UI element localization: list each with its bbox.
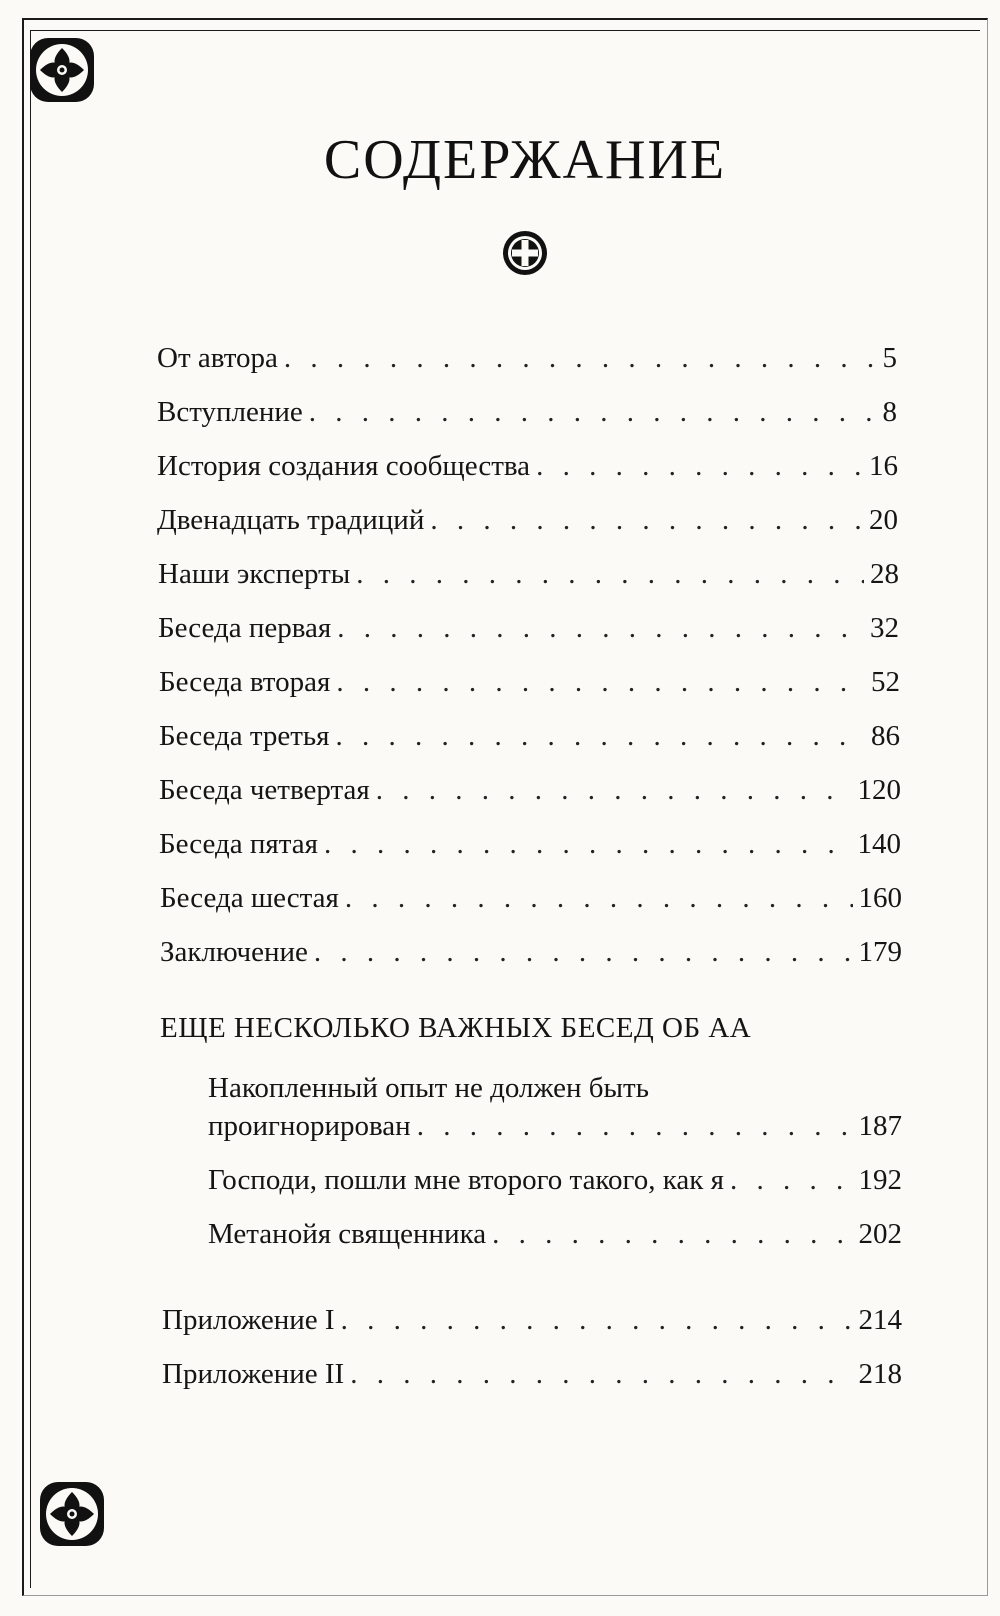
- toc-entry-label: Беседа третья: [159, 720, 330, 752]
- toc-entry-label: Беседа четвертая: [159, 774, 370, 806]
- toc-entry-label: Беседа вторая: [159, 666, 331, 698]
- toc-entry-page: 160: [858, 882, 902, 914]
- toc-entry[interactable]: [159, 664, 900, 700]
- dot-leader: [430, 502, 863, 538]
- toc-entry[interactable]: [157, 394, 897, 430]
- toc-entry[interactable]: [158, 556, 899, 592]
- toc-entry-page: 5: [882, 342, 897, 374]
- section-heading: ЕЩЕ НЕСКОЛЬКО ВАЖНЫХ БЕСЕД ОБ АА: [160, 1012, 752, 1044]
- dot-leader: [314, 934, 853, 970]
- toc-subentry[interactable]: [208, 1162, 902, 1198]
- toc-entry-label: проигнорирован: [208, 1110, 411, 1142]
- toc-entry-label-line1: Накопленный опыт не должен быть: [208, 1072, 649, 1104]
- dot-leader: [492, 1216, 852, 1252]
- dot-leader: [337, 610, 864, 646]
- toc-entry[interactable]: [159, 772, 901, 808]
- toc-entry-page: 8: [882, 396, 897, 428]
- toc-entry[interactable]: [159, 826, 901, 862]
- toc-entry-label: История создания сообщества: [157, 450, 531, 482]
- dot-leader: [376, 772, 852, 808]
- toc-entry-page: 214: [858, 1304, 902, 1336]
- toc-entry-label: Приложение II: [162, 1358, 345, 1390]
- toc-entry-page: 32: [870, 612, 899, 644]
- toc-entry-label: Приложение I: [162, 1304, 335, 1336]
- dot-leader: [417, 1108, 853, 1144]
- page-title: СОДЕРЖАНИЕ: [323, 129, 727, 191]
- toc-entry-label: Метанойя священника: [208, 1218, 487, 1250]
- toc-entry[interactable]: [160, 934, 902, 970]
- toc-entry-label: Заключение: [160, 936, 308, 968]
- toc-entry[interactable]: [160, 880, 902, 916]
- toc-entry-page: 179: [858, 936, 902, 968]
- toc-entry-page: 28: [870, 558, 899, 590]
- dot-leader: [335, 718, 865, 754]
- toc-entry-label: От автора: [157, 342, 278, 374]
- dot-leader: [536, 448, 863, 484]
- dot-leader: [345, 880, 853, 916]
- toc-entry-page: 52: [871, 666, 900, 698]
- toc-entry-page: 120: [857, 774, 901, 806]
- toc-entry-page: 192: [858, 1164, 902, 1196]
- toc-entry-label: Господи, пошли мне второго такого, как я: [208, 1164, 724, 1196]
- toc-entry-page: 202: [858, 1218, 902, 1250]
- dot-leader: [324, 826, 852, 862]
- toc-appendix[interactable]: [162, 1356, 902, 1392]
- toc-entry-page: 187: [858, 1110, 902, 1142]
- dot-leader: [341, 1302, 853, 1338]
- toc-entry[interactable]: [157, 340, 897, 376]
- toc-appendix[interactable]: [162, 1302, 902, 1338]
- toc-entry-label: Вступление: [157, 396, 303, 428]
- toc-entry-page: 16: [869, 450, 898, 482]
- dot-leader: [309, 394, 877, 430]
- dot-leader: [284, 340, 877, 376]
- toc-entry-label: Беседа шестая: [160, 882, 339, 914]
- dot-leader: [730, 1162, 853, 1198]
- toc-entry-page: 140: [857, 828, 901, 860]
- toc-entry-label: Беседа первая: [158, 612, 332, 644]
- toc-entry[interactable]: [157, 502, 898, 538]
- toc-entry[interactable]: [157, 448, 898, 484]
- toc-entry-label: Беседа пятая: [159, 828, 318, 860]
- toc-subentry[interactable]: [208, 1108, 902, 1144]
- toc-subentry[interactable]: [208, 1216, 902, 1252]
- toc-entry[interactable]: [158, 610, 899, 646]
- toc-entry[interactable]: [159, 718, 900, 754]
- toc-entry-page: 20: [869, 504, 898, 536]
- dot-leader: [350, 1356, 852, 1392]
- toc-entry-page: 218: [858, 1358, 902, 1390]
- dot-leader: [336, 664, 865, 700]
- toc-entry-page: 86: [871, 720, 900, 752]
- toc-entry-label: Двенадцать традиций: [157, 504, 425, 536]
- toc-entry-label: Наши эксперты: [158, 558, 351, 590]
- dot-leader: [356, 556, 864, 592]
